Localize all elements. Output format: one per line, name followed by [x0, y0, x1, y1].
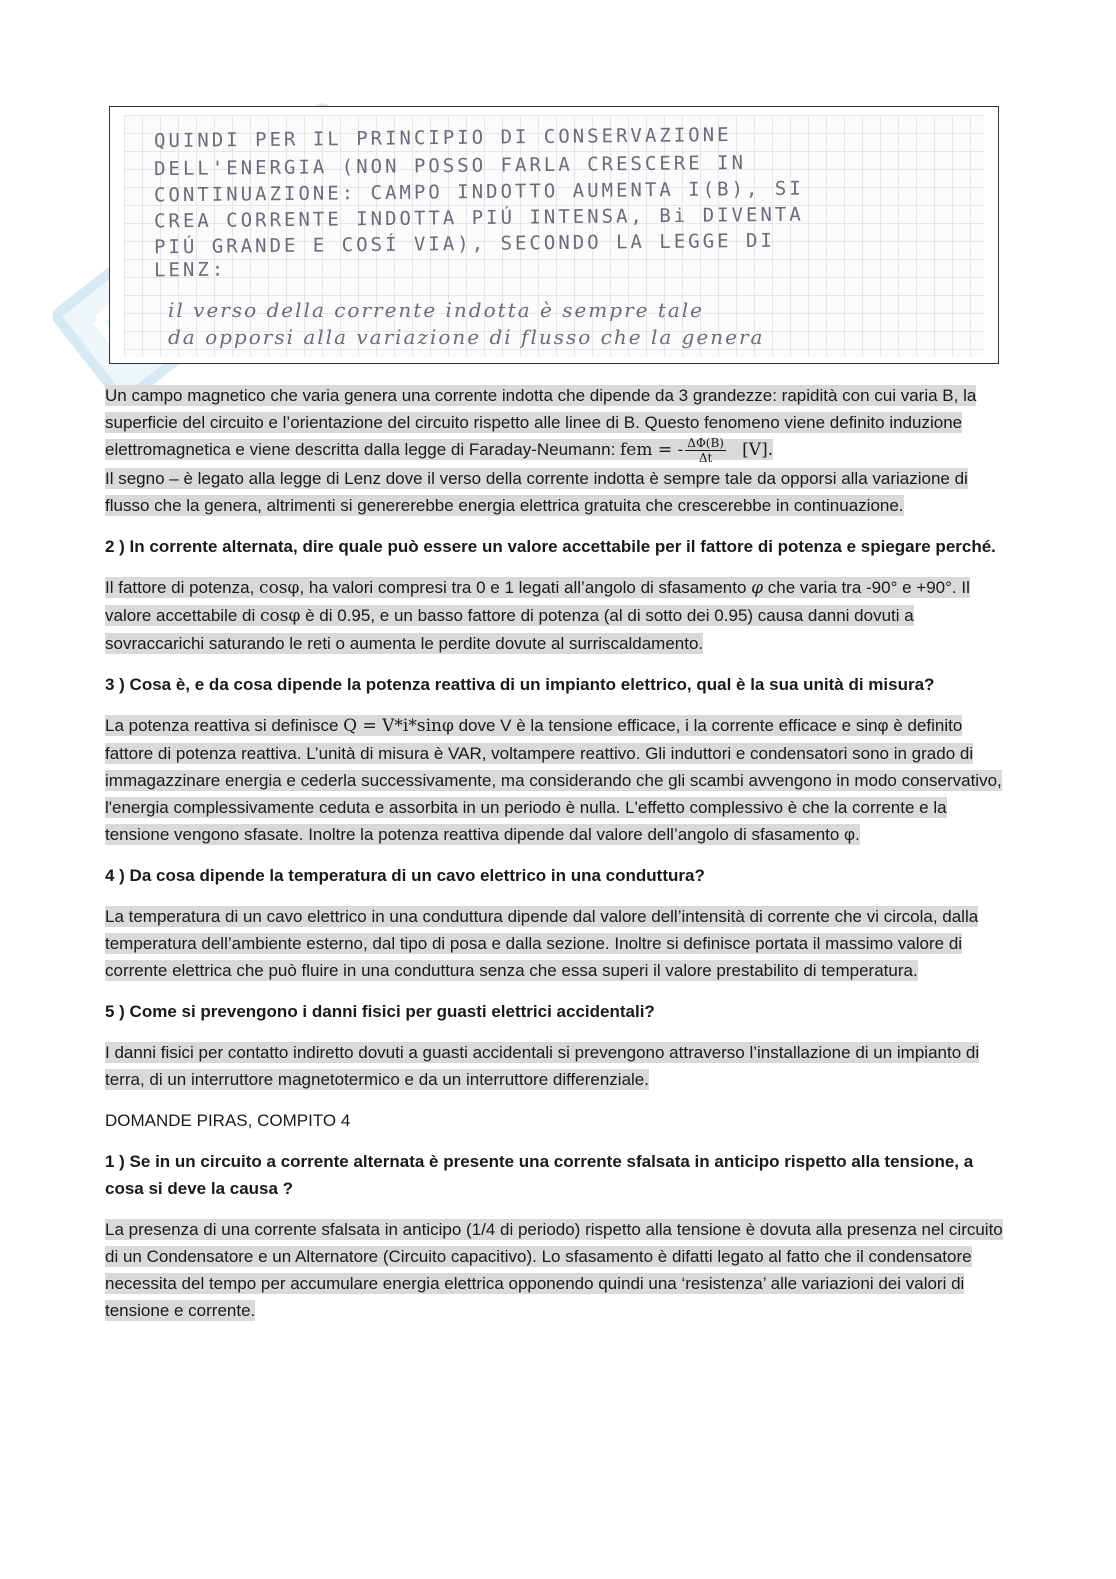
answer-paragraph: [105, 1216, 1007, 1324]
section-heading: DOMANDE PIRAS, COMPITO 4: [105, 1111, 351, 1131]
lenz-text: Il segno – è legato alla legge di Lenz dove il verso della corrente indotta è sempre tale da opporsi alla variazione di flusso che la genera, altrimenti si genererebbe energia elettrica gratuita che crescerebbe in continuazione.: [105, 469, 968, 516]
faraday-text: Un campo magnetico che varia genera una corrente indotta che dipende da 3 grandezze: rapidità con cui varia B, la superficie del circuito e l’orientazione del circuito rispetto alle linee di B. Questo fenomeno viene definito induzione elettromagnetica e viene descritta dalla legge di Faraday-Neumann:: [105, 386, 977, 459]
question-heading: 5 ) Come si prevengono i danni fisici per guasti elettrici accidentali?: [105, 1002, 655, 1022]
answer-paragraph: [105, 382, 1007, 519]
math-cos-phi: cosφ: [259, 578, 300, 599]
answer-paragraph: [105, 574, 1007, 657]
handwritten-line: QUINDI PER IL PRINCIPIO DI CONSERVAZIONE: [153, 123, 732, 153]
answer-paragraph: [105, 712, 1007, 848]
handwritten-cursive-line: da opporsi alla variazione di flusso che la genera: [168, 325, 765, 349]
handwritten-line: PIÚ GRANDE E COSÍ VIA), SECONDO LA LEGGE DI: [153, 229, 775, 259]
question-heading: 1 ) Se in un circuito a corrente alternata è presente una corrente sfalsata in anticipo rispetto alla tensione, a cosa si deve la causa ?: [105, 1152, 974, 1199]
formula-lhs: fem = -: [620, 440, 684, 460]
question-heading: 2 ) In corrente alternata, dire quale può essere un valore accettabile per il fattore di potenza e spiegare perché.: [105, 537, 996, 557]
formula-numerator: ΔΦ(B): [687, 436, 724, 451]
answer-text: La potenza reattiva si definisce: [105, 716, 344, 736]
question-heading: 3 ) Cosa è, e da cosa dipende la potenza reattiva di un impianto elettrico, qual è la sua unità di misura?: [105, 675, 935, 695]
handwritten-note-grid: [124, 115, 984, 357]
handwritten-note-box: [109, 106, 999, 364]
answer-paragraph: [105, 903, 1007, 984]
answer-text: che varia tra -90° e +90°. Il valore accettabile di: [105, 578, 970, 626]
handwritten-line: LENZ:: [153, 258, 227, 282]
answer-text: dove V è la tensione efficace, i la corrente efficace e sinφ è definito fattore di potenza reattiva. L’unità di misura è VAR, voltampere reattivo. Gli induttori e condensatori sono in grado di immagazzinare energia e cederla successivamente, ma considerando che gli scambi avvengono in modo conservativo, l'energia complessivamente ceduta e assorbita in un periodo è nulla. L'effetto complessivo è che la corrente e la tensione vengono sfasate. Inoltre la potenza reattiva dipende dal valore dell’angolo di sfasamento φ.: [105, 716, 1002, 845]
answer-text: La presenza di una corrente sfalsata in anticipo (1/4 di periodo) rispetto alla tensione è dovuta alla presenza nel circuito di un Condensatore e un Alternatore (Circuito capacitivo). Lo sfasamento è difatti legato al fatto che il condensatore necessita del tempo per accumulare energia elettrica opponendo quindi una ‘resistenza’ alle variazioni dei valori di tensione e corrente.: [105, 1220, 1003, 1321]
answer-text: Il fattore di potenza,: [105, 578, 260, 598]
math-cos-phi: cosφ: [259, 606, 301, 627]
handwritten-line: CONTINUAZIONE: CAMPO INDOTTO AUMENTA I(B), SI: [153, 177, 804, 207]
question-heading: 4 ) Da cosa dipende la temperatura di un cavo elettrico in una conduttura?: [105, 866, 705, 886]
answer-text: La temperatura di un cavo elettrico in una conduttura dipende dal valore dell’intensità di corrente che vi circola, dalla temperatura dell’ambiente esterno, dal tipo di posa e dalla sezione. Inoltre si definisce portata il massimo valore di corrente elettrica che può fluire in una conduttura senza che essa superi il valore prestabilito di temperatura.: [105, 907, 979, 981]
formula-unit: [V].: [742, 440, 774, 460]
handwritten-line: CREA CORRENTE INDOTTA PIÚ INTENSA, Bi DIVENTA: [153, 203, 804, 233]
math-reactive-power-formula: Q = V*i*sinφ: [343, 716, 454, 737]
handwritten-cursive-line: il verso della corrente indotta è sempre tale: [168, 298, 705, 322]
answer-text: , ha valori compresi tra 0 e 1 legati all’angolo di sfasamento: [299, 578, 752, 598]
handwritten-line: DELL'ENERGIA (NON POSSO FARLA CRESCERE IN: [153, 151, 747, 181]
math-phi: φ: [751, 578, 764, 599]
answer-text: I danni fisici per contatto indiretto dovuti a guasti accidentali si prevengono attraverso l’installazione di un impianto di terra, di un interruttore magnetotermico e da un interruttore differenziale.: [105, 1043, 980, 1090]
formula-fraction: [685, 436, 726, 465]
answer-text: è di 0.95, e un basso fattore di potenza (al di sotto dei 0.95) causa danni dovuti a sovraccarichi saturando le reti o aumenta le perdite dovute al surriscaldamento.: [105, 606, 914, 654]
formula-denominator: Δt: [698, 451, 713, 466]
answer-paragraph: [105, 1039, 1007, 1093]
document-body: [105, 382, 1007, 1324]
